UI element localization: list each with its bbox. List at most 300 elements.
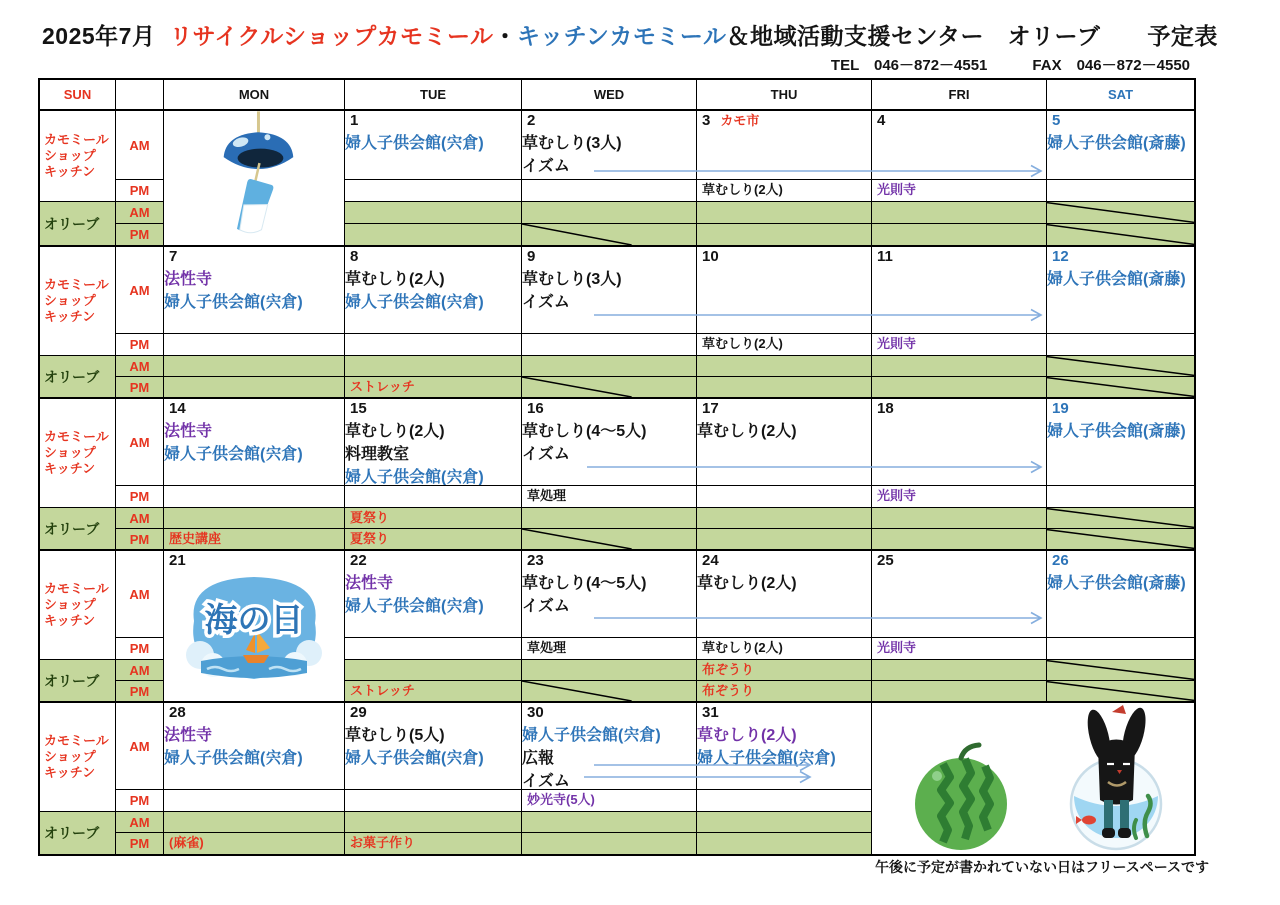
schedule-entry: 婦人子供会館(斎藤)	[1047, 270, 1186, 288]
period-label-text: PM	[129, 489, 150, 504]
olive-am-cell	[1047, 508, 1194, 529]
schedule-entry: 料理教室	[345, 445, 410, 463]
olive-pm-cell	[164, 529, 345, 550]
schedule-entry: 草むしり(2人)	[697, 422, 797, 440]
day-pm-cell	[522, 334, 697, 356]
schedule-entry: イズム	[522, 445, 570, 463]
kamomile-pm-label	[116, 334, 164, 356]
day-am-cell	[522, 246, 697, 334]
day-am-cell	[164, 246, 345, 334]
day-pm-cell	[1047, 486, 1194, 508]
olive-am-cell	[697, 812, 872, 833]
olive-am-cell	[522, 660, 697, 681]
date-text: 21	[169, 552, 186, 569]
entries	[345, 266, 521, 312]
date-text: 4	[877, 112, 886, 129]
schedule-entry: 妙光寺(5人)	[527, 792, 595, 807]
weekday-header-wed: WED	[522, 80, 697, 110]
period-label-text: AM	[129, 282, 150, 298]
day-pm-cell	[164, 334, 345, 356]
olive-pm-cell	[872, 377, 1047, 398]
period-label-text: AM	[129, 137, 150, 153]
row-label-kamomile-line: ショップ	[44, 148, 96, 164]
schedule-entry: イズム	[522, 597, 570, 615]
day-pm-cell	[522, 790, 697, 812]
title-rest: ＆地域活動支援センター オリーブ 予定表	[726, 23, 1218, 49]
period-label-text: PM	[129, 793, 150, 808]
date-number	[697, 399, 871, 418]
olive-pm-label	[116, 681, 164, 702]
row-label-kamomile	[40, 550, 116, 660]
period-label-text: PM	[129, 227, 150, 242]
day-am-cell	[697, 246, 872, 334]
row-label-olive-text: オリーブ	[44, 520, 100, 537]
day-pm-cell	[164, 790, 345, 812]
date-text: 29	[350, 704, 367, 721]
entries	[697, 570, 871, 593]
olive-am-cell	[345, 356, 522, 377]
day-am-cell	[164, 702, 345, 790]
kamomile-pm-label	[116, 486, 164, 508]
olive-pm-cell	[522, 681, 697, 702]
row-label-olive-text: オリーブ	[44, 672, 100, 689]
olive-am-cell	[697, 356, 872, 377]
day-pm-cell	[1047, 180, 1194, 202]
olive-am-cell	[1047, 356, 1194, 377]
date-number	[872, 111, 1046, 130]
entries	[345, 570, 521, 616]
entries	[345, 130, 521, 153]
schedule-entry: イズム	[522, 157, 570, 175]
entries gap	[1047, 266, 1194, 289]
marine-day-label: 海の日	[204, 601, 304, 638]
olive-am-cell	[872, 202, 1047, 224]
olive-pm-cell	[872, 681, 1047, 702]
schedule-entry: 夏祭り	[350, 531, 390, 546]
olive-am-cell	[345, 660, 522, 681]
date-text: 22	[350, 552, 367, 569]
schedule-entry: 婦人子供会館(宍倉)	[345, 597, 484, 615]
olive-pm-cell	[522, 377, 697, 398]
date-text: 25	[877, 552, 894, 569]
olive-pm-cell	[522, 529, 697, 550]
date-number	[345, 703, 521, 722]
schedule-entry: 婦人子供会館(宍倉)	[345, 749, 484, 767]
row-label-kamomile-line: キッチン	[44, 764, 96, 780]
schedule-entry: 布ぞうり	[702, 662, 755, 677]
period-label-text: AM	[129, 814, 150, 830]
olive-am-cell	[522, 508, 697, 529]
day-am-cell	[872, 246, 1047, 334]
day-am-cell	[522, 110, 697, 180]
day-pm-cell	[872, 486, 1047, 508]
olive-am-cell	[164, 508, 345, 529]
olive-am-label	[116, 812, 164, 833]
day-am-cell	[872, 110, 1047, 180]
day-pm-cell	[345, 790, 522, 812]
closed-diagonal-line	[1047, 660, 1194, 680]
date-text: 1	[350, 112, 359, 129]
footer-note: 午後に予定が書かれていない日はフリースペースです	[875, 859, 1210, 875]
olive-am-cell	[345, 508, 522, 529]
day-am-cell	[522, 702, 697, 790]
olive-pm-label	[116, 377, 164, 398]
olive-pm-cell	[872, 224, 1047, 246]
date-text: 2	[527, 112, 536, 129]
olive-am-cell	[697, 508, 872, 529]
schedule-entry: 婦人子供会館(斎藤)	[1047, 422, 1186, 440]
olive-pm-label	[116, 224, 164, 246]
closed-diagonal-line	[1047, 681, 1194, 701]
olive-am-label	[116, 508, 164, 529]
date-text: 15	[350, 400, 367, 417]
row-label-kamomile-line: ショップ	[44, 597, 96, 613]
date-text: 18	[877, 400, 894, 417]
period-label-text: PM	[129, 337, 150, 352]
row-label-olive-text: オリーブ	[44, 215, 100, 232]
entries	[164, 722, 344, 768]
date-text: 30	[527, 704, 544, 721]
date-text: 12	[1052, 248, 1069, 265]
closed-diagonal-line	[1047, 377, 1194, 397]
date-number	[345, 247, 521, 266]
period-label-text: AM	[129, 662, 150, 678]
date-number	[164, 399, 344, 418]
row-label-olive	[40, 812, 116, 854]
date-text: 28	[169, 704, 186, 721]
day-am-cell	[697, 110, 872, 180]
olive-am-cell	[697, 202, 872, 224]
entries	[522, 266, 696, 312]
closed-diagonal-line	[522, 224, 696, 245]
row-label-kamomile	[40, 110, 116, 202]
closed-diagonal-line	[1047, 356, 1194, 376]
row-label-olive-text: オリーブ	[44, 825, 100, 841]
olive-am-cell	[872, 356, 1047, 377]
date-number	[697, 551, 871, 570]
schedule-entry: 婦人子供会館(宍倉)	[164, 445, 303, 463]
weekday-header-sat: SAT	[1047, 80, 1194, 110]
olive-am-label	[116, 660, 164, 681]
kamomile-pm-label	[116, 790, 164, 812]
weekday-header-tue: TUE	[345, 80, 522, 110]
title-kitchen-name: キッチンカモミール	[517, 23, 727, 49]
day-pm-cell	[522, 638, 697, 660]
row-label-olive	[40, 660, 116, 702]
olive-am-label	[116, 202, 164, 224]
olive-am-cell	[872, 660, 1047, 681]
marine-day-cell	[164, 550, 345, 702]
day-pm-cell	[697, 790, 872, 812]
day-pm-cell	[697, 334, 872, 356]
schedule-entry: 婦人子供会館(宍倉)	[164, 293, 303, 311]
olive-pm-cell	[522, 833, 697, 854]
row-label-kamomile-line: カモミール	[44, 277, 109, 293]
date-number	[522, 247, 696, 266]
date-number	[872, 399, 1046, 418]
schedule-entry: 婦人子供会館(宍倉)	[345, 293, 484, 311]
schedule-entry: イズム	[522, 772, 570, 790]
windchime-illustration	[164, 111, 344, 245]
schedule-entry: 草むしり(3人)	[522, 134, 622, 152]
olive-am-cell	[522, 202, 697, 224]
row-label-kamomile-line: キッチン	[44, 460, 96, 476]
weekday-header-sun: SUN	[40, 80, 116, 110]
schedule-entry: 婦人子供会館(宍倉)	[164, 749, 303, 767]
row-label-olive	[40, 508, 116, 550]
date-number	[1047, 551, 1194, 570]
day-am-cell	[697, 398, 872, 486]
entries	[345, 418, 521, 487]
date-text: 8	[350, 248, 359, 265]
olive-pm-cell	[697, 529, 872, 550]
date-number	[1047, 399, 1194, 418]
date-text: 26	[1052, 552, 1069, 569]
day-am-cell	[1047, 246, 1194, 334]
period-label-text: AM	[129, 738, 150, 754]
date-text: 11	[877, 248, 893, 265]
schedule-entry: 草むしり(4～5人)	[522, 422, 647, 440]
row-label-kamomile-line: キッチン	[44, 612, 96, 628]
closed-diagonal-line	[1047, 202, 1194, 223]
schedule-entry: 光則寺	[877, 640, 917, 655]
day-am-cell	[345, 550, 522, 638]
schedule-entry: 法性寺	[345, 574, 394, 592]
schedule-entry: ストレッチ	[350, 379, 415, 394]
weekday-header-fri: FRI	[872, 80, 1047, 110]
day-am-cell	[872, 398, 1047, 486]
summer-illustration-cell	[872, 702, 1194, 854]
period-label-text: AM	[129, 205, 150, 220]
date-number	[872, 551, 1046, 570]
day-pm-cell	[345, 180, 522, 202]
olive-pm-cell	[1047, 681, 1194, 702]
row-label-kamomile	[40, 398, 116, 508]
kamomile-pm-label	[116, 180, 164, 202]
olive-pm-cell	[697, 833, 872, 854]
olive-pm-cell	[697, 377, 872, 398]
schedule-entry: 婦人子供会館(宍倉)	[697, 749, 836, 767]
olive-am-cell	[872, 508, 1047, 529]
closed-diagonal-line	[1047, 508, 1194, 528]
day-pm-cell	[697, 638, 872, 660]
olive-am-cell	[522, 812, 697, 833]
day-am-cell	[697, 550, 872, 638]
entries	[522, 130, 696, 176]
row-label-kamomile	[40, 702, 116, 812]
day-pm-cell	[1047, 638, 1194, 660]
olive-pm-cell	[1047, 529, 1194, 550]
date-number	[697, 703, 871, 722]
entries	[345, 722, 521, 768]
olive-pm-cell	[697, 224, 872, 246]
schedule-entry: 法性寺	[164, 270, 213, 288]
date-text: 17	[702, 400, 719, 417]
entries	[697, 418, 871, 441]
day-am-cell	[697, 702, 872, 790]
entries	[522, 722, 696, 791]
day-am-cell	[345, 110, 522, 180]
day-am-cell	[1047, 550, 1194, 638]
day-pm-cell	[697, 486, 872, 508]
olive-pm-cell	[1047, 377, 1194, 398]
day-pm-cell	[345, 334, 522, 356]
olive-pm-cell	[345, 681, 522, 702]
day-pm-cell	[1047, 334, 1194, 356]
olive-am-cell	[345, 812, 522, 833]
day-pm-cell	[697, 180, 872, 202]
kamomile-pm-label	[116, 638, 164, 660]
schedule-entry: 夏祭り	[350, 510, 390, 525]
olive-am-cell	[522, 356, 697, 377]
date-text: 16	[527, 400, 544, 417]
title-month: 2025年7月	[42, 23, 156, 49]
closed-diagonal-line	[522, 377, 696, 397]
row-label-kamomile-line: ショップ	[44, 749, 96, 765]
calendar-table	[38, 78, 1196, 856]
row-label-kamomile-line: キッチン	[44, 163, 96, 179]
row-label-kamomile-line: ショップ	[44, 445, 96, 461]
day-pm-cell	[522, 180, 697, 202]
day-am-cell	[522, 550, 697, 638]
schedule-entry: 婦人子供会館(斎藤)	[1047, 574, 1186, 592]
weekday-header-blank	[116, 80, 164, 110]
closed-diagonal-line	[522, 681, 696, 701]
date-text: 23	[527, 552, 544, 569]
date-number	[522, 703, 696, 722]
schedule-entry: 草むしり(3人)	[522, 270, 622, 288]
period-label-text: PM	[129, 183, 150, 198]
period-label-text: PM	[129, 836, 150, 851]
schedule-entry: イズム	[522, 293, 570, 311]
schedule-entry: ストレッチ	[350, 683, 415, 698]
schedule-entry: 広報	[522, 749, 555, 767]
summer-illustration	[872, 703, 1194, 854]
schedule-entry: 草むしり(2人)	[697, 574, 797, 592]
period-label-text: AM	[129, 434, 150, 450]
day-pm-cell	[872, 180, 1047, 202]
row-label-kamomile-line: カモミール	[44, 429, 109, 445]
kamomile-am-label	[116, 398, 164, 486]
date-number	[164, 247, 344, 266]
olive-am-cell	[1047, 202, 1194, 224]
date-number	[1047, 247, 1194, 266]
olive-pm-cell	[164, 377, 345, 398]
date-event-label: カモ市	[720, 113, 760, 128]
schedule-entry: 草むしり(5人)	[345, 726, 445, 744]
olive-pm-cell	[345, 224, 522, 246]
row-label-olive-text: オリーブ	[44, 368, 100, 385]
olive-am-cell	[697, 660, 872, 681]
date-text: 5	[1052, 112, 1061, 129]
day-pm-cell	[164, 486, 345, 508]
entries	[522, 570, 696, 616]
kamomile-am-label	[116, 110, 164, 180]
schedule-entry: 法性寺	[164, 422, 213, 440]
day-pm-cell	[345, 638, 522, 660]
day-am-cell	[345, 246, 522, 334]
period-label-text: PM	[129, 641, 150, 656]
olive-pm-label	[116, 529, 164, 550]
date-number	[1047, 111, 1194, 130]
closed-diagonal-line	[1047, 224, 1194, 245]
period-label-text: AM	[129, 510, 150, 526]
date-number	[345, 399, 521, 418]
olive-am-label	[116, 356, 164, 377]
date-number	[697, 111, 871, 130]
day-pm-cell	[522, 486, 697, 508]
olive-am-cell	[164, 356, 345, 377]
day-pm-cell	[872, 334, 1047, 356]
period-label-text: PM	[129, 683, 150, 699]
marine-day-illustration	[164, 565, 344, 701]
day-am-cell	[1047, 398, 1194, 486]
date-text: 9	[527, 248, 536, 265]
weekday-header-thu: THU	[697, 80, 872, 110]
row-label-olive	[40, 356, 116, 398]
schedule-entry: 草むしり(2人)	[345, 422, 445, 440]
olive-pm-cell	[522, 224, 697, 246]
date-text: 24	[702, 552, 719, 569]
date-text: 31	[702, 704, 719, 721]
entries	[164, 418, 344, 464]
period-label-text: AM	[129, 586, 150, 602]
entries	[522, 418, 696, 464]
schedule-entry: 歴史講座	[169, 531, 222, 546]
windchime-cell	[164, 110, 345, 246]
olive-am-cell	[1047, 660, 1194, 681]
schedule-entry: 草むしり(2人)	[697, 726, 797, 744]
schedule-entry: 法性寺	[164, 726, 213, 744]
schedule-entry: 光則寺	[877, 488, 917, 503]
day-am-cell	[522, 398, 697, 486]
period-label-text: PM	[129, 531, 150, 547]
olive-am-cell	[345, 202, 522, 224]
schedule-entry: 婦人子供会館(斎藤)	[1047, 134, 1186, 152]
schedule-entry: 光則寺	[877, 336, 917, 351]
entries gap	[1047, 570, 1194, 593]
schedule-entry: 婦人子供会館(宍倉)	[345, 468, 484, 486]
schedule-entry: 婦人子供会館(宍倉)	[522, 726, 661, 744]
row-label-kamomile-line: カモミール	[44, 733, 109, 749]
page-title	[42, 18, 1218, 51]
kamomile-am-label	[116, 702, 164, 790]
row-label-olive	[40, 202, 116, 246]
date-number	[522, 111, 696, 130]
date-text: 7	[169, 248, 178, 265]
olive-pm-cell	[872, 529, 1047, 550]
date-text: 19	[1052, 400, 1069, 417]
date-number	[872, 247, 1046, 266]
title-shop-name: リサイクルショップカモミール	[169, 23, 494, 49]
date-text: 3	[702, 112, 711, 129]
title-separator: ・	[493, 23, 518, 49]
closed-diagonal-line	[1047, 529, 1194, 549]
olive-pm-cell	[345, 529, 522, 550]
date-text: 10	[702, 248, 719, 265]
olive-pm-cell	[345, 377, 522, 398]
entries	[164, 266, 344, 312]
tel-fax-line: TEL 046－872－4551 FAX 046－872－4550	[830, 57, 1190, 74]
schedule-entry: 婦人子供会館(宍倉)	[345, 134, 484, 152]
olive-pm-cell	[345, 833, 522, 854]
day-am-cell	[345, 398, 522, 486]
schedule-entry: 光則寺	[877, 182, 917, 197]
row-label-kamomile-line: カモミール	[44, 581, 109, 597]
schedule-entry: 草むしり(4～5人)	[522, 574, 647, 592]
weekday-header-mon: MON	[164, 80, 345, 110]
olive-am-cell	[164, 812, 345, 833]
